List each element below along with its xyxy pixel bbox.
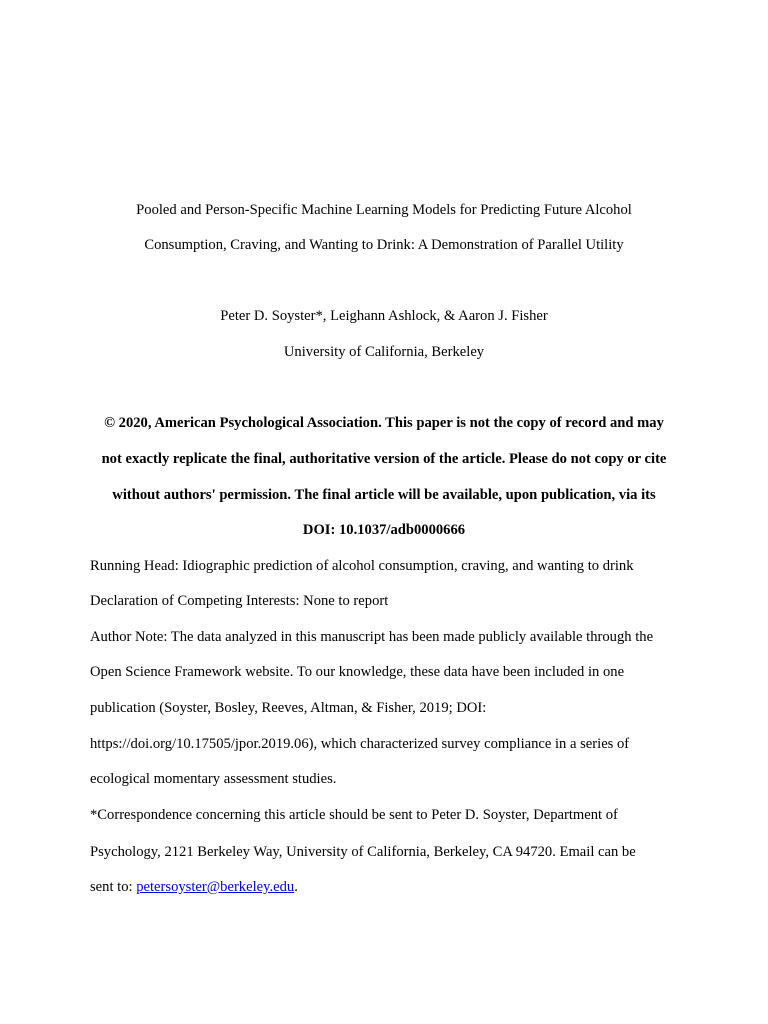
correspondence-email-prefix: sent to: <box>90 879 137 895</box>
paper-title-line-2: Consumption, Craving, and Wanting to Drink: A Demonstration of Parallel Utility <box>144 237 624 253</box>
copyright-notice-line-1: © 2020, American Psychological Association. This paper is not the copy of record and may <box>104 415 664 431</box>
running-head: Running Head: Idiographic prediction of alcohol consumption, craving, and wanting to drink <box>90 558 634 574</box>
affiliation: University of California, Berkeley <box>283 344 485 360</box>
email-link[interactable]: petersoyster@berkeley.edu <box>136 879 295 895</box>
paper-title-line-1: Pooled and Person-Specific Machine Learning Models for Predicting Future Alcohol <box>136 202 632 218</box>
copyright-notice-line-3: without authors' permission. The final article will be available, upon publication, via its <box>112 487 656 503</box>
copyright-notice-line-2: not exactly replicate the final, authoritative version of the article. Please do not copy or cite <box>101 451 667 467</box>
author-list: Peter D. Soyster*, Leighann Ashlock, & Aaron J. Fisher <box>220 308 548 324</box>
author-note-line-5: ecological momentary assessment studies. <box>90 771 337 787</box>
correspondence-line-3 <box>90 877 298 897</box>
author-note-line-2: Open Science Framework website. To our knowledge, these data have been included in one <box>90 664 625 680</box>
copyright-notice-line-4: DOI: 10.1037/adb0000666 <box>302 522 466 538</box>
author-note-line-3: publication (Soyster, Bosley, Reeves, Altman, & Fisher, 2019; DOI: <box>90 700 487 716</box>
correspondence-line-1: *Correspondence concerning this article should be sent to Peter D. Soyster, Department of <box>90 807 618 823</box>
author-note-line-1: Author Note: The data analyzed in this manuscript has been made publicly available through the <box>90 629 654 645</box>
competing-interests: Declaration of Competing Interests: None to report <box>90 593 389 609</box>
correspondence-email-suffix: . <box>294 879 298 895</box>
correspondence-line-2: Psychology, 2121 Berkeley Way, University of California, Berkeley, CA 94720. Email can be <box>90 844 636 860</box>
author-note-line-4: https://doi.org/10.17505/jpor.2019.06), which characterized survey compliance in a series of <box>90 736 630 752</box>
